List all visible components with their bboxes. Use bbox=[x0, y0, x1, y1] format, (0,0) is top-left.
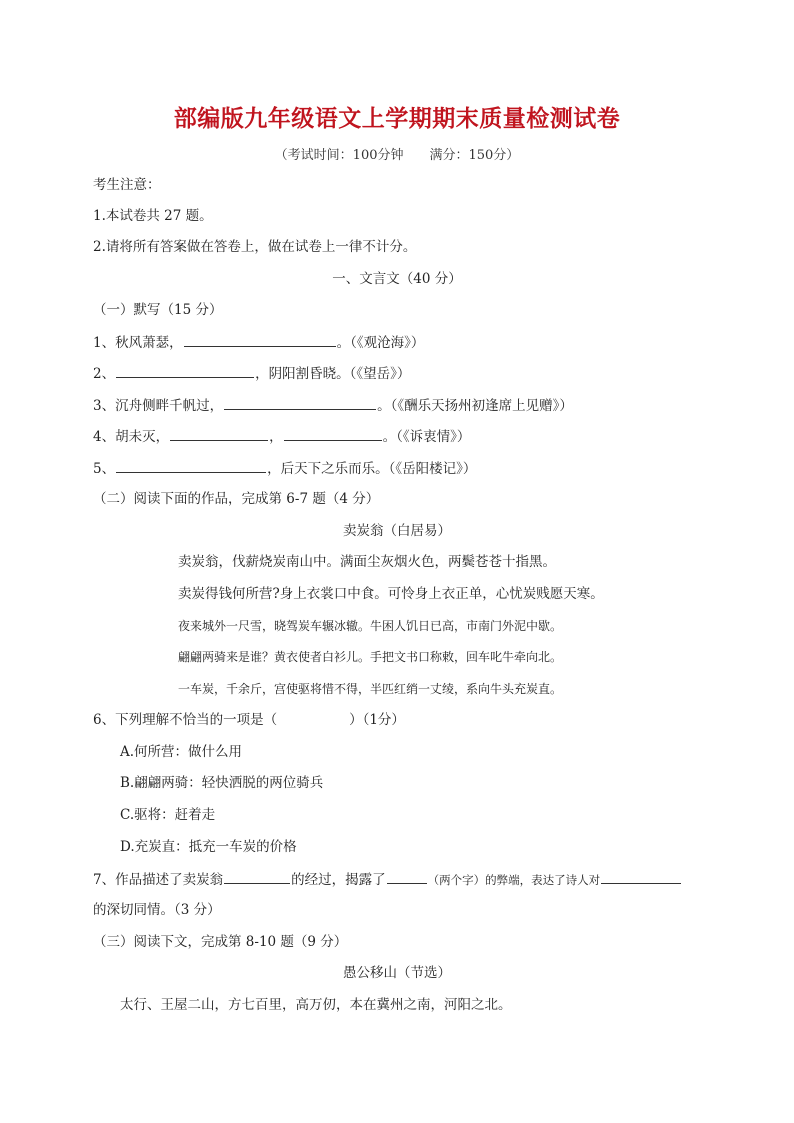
passage-title: 愚公移山（节选） bbox=[343, 965, 451, 981]
answer-blank[interactable] bbox=[601, 870, 681, 884]
answer-blank[interactable] bbox=[116, 364, 254, 378]
question-7-cont: 的深切同情。（3 分） bbox=[93, 902, 221, 918]
option-c: C.驱将：赶着走 bbox=[120, 807, 216, 823]
exam-title: 部编版九年级语文上学期期末质量检测试卷 bbox=[173, 105, 621, 132]
section-heading-1: 一、文言文（40 分） bbox=[332, 271, 462, 287]
answer-blank[interactable] bbox=[184, 333, 336, 347]
option-a: A.何所营：做什么用 bbox=[120, 744, 243, 760]
exam-subtitle: （考试时间：100分钟 满分：150分） bbox=[274, 148, 520, 163]
poem-line: 一车炭，千余斤，宫使驱将惜不得，半匹红绡一丈绫，系向牛头充炭直。 bbox=[178, 682, 563, 696]
answer-blank[interactable] bbox=[224, 396, 376, 410]
part-heading-1: （一）默写（15 分） bbox=[93, 302, 223, 318]
question-2: 2、 ，阴阳割昏晓。（《望岳》） bbox=[93, 366, 411, 382]
answer-blank[interactable] bbox=[116, 459, 266, 473]
part-heading-3: （三）阅读下文，完成第 8-10 题（9 分） bbox=[93, 934, 348, 950]
poem-line: 卖炭得钱何所营?身上衣裳口中食。可怜身上衣正单，心忧炭贱愿天寒。 bbox=[178, 586, 604, 602]
question-4: 4、胡未灭， ， 。（《诉衷情》） bbox=[93, 429, 471, 445]
option-b: B.翩翩两骑：轻快洒脱的两位骑兵 bbox=[120, 775, 324, 791]
poem-line: 夜来城外一尺雪，晓驾炭车辗冰辙。牛困人饥日已高，市南门外泥中歇。 bbox=[178, 619, 563, 633]
question-3: 3、沉舟侧畔千帆过， 。（《酬乐天扬州初逢席上见赠》） bbox=[93, 398, 573, 414]
question-5: 5、 ，后天下之乐而乐。（《岳阳楼记》） bbox=[93, 461, 477, 477]
notice-item-1: 1.本试卷共 27 题。 bbox=[93, 208, 213, 224]
question-6: 6、下列理解不恰当的一项是（ ）（1分） bbox=[93, 712, 405, 728]
question-7: 7、作品描述了卖炭翁 的经过，揭露了 （两个字）的弊端，表达了诗人对 bbox=[93, 870, 682, 889]
poem-line: 翩翩两骑来是谁？黄衣使者白衫儿。手把文书口称敕，回车叱牛牵向北。 bbox=[178, 650, 563, 664]
answer-blank[interactable] bbox=[387, 870, 427, 884]
option-d: D.充炭直：抵充一车炭的价格 bbox=[120, 839, 297, 855]
answer-blank[interactable] bbox=[284, 427, 382, 441]
poem-title: 卖炭翁（白居易） bbox=[343, 523, 451, 539]
answer-blank[interactable] bbox=[224, 870, 290, 884]
question-1: 1、秋风萧瑟， 。（《观沧海》） bbox=[93, 335, 425, 351]
passage-line: 太行、王屋二山，方七百里，高万仞，本在冀州之南，河阳之北。 bbox=[120, 997, 512, 1013]
answer-blank[interactable] bbox=[170, 427, 268, 441]
poem-line: 卖炭翁，伐薪烧炭南山中。满面尘灰烟火色，两鬓苍苍十指黑。 bbox=[178, 554, 556, 570]
notice-heading: 考生注意： bbox=[93, 177, 161, 193]
notice-item-2: 2.请将所有答案做在答卷上，做在试卷上一律不计分。 bbox=[93, 239, 417, 255]
part-heading-2: （二）阅读下面的作品，完成第 6-7 题（4 分） bbox=[93, 491, 380, 507]
